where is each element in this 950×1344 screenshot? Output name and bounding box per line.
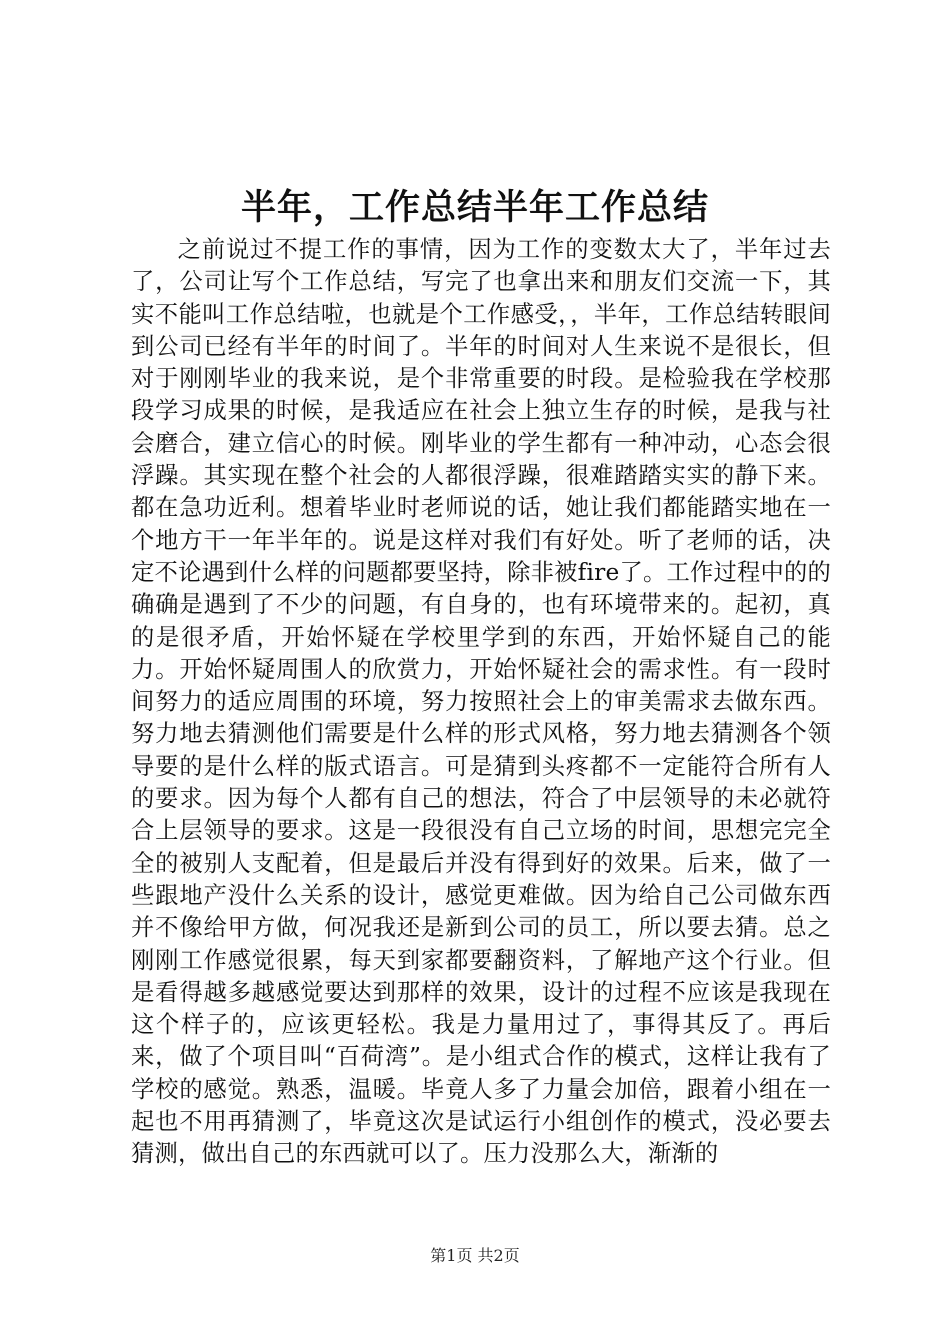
body-paragraph: 之前说过不提工作的事情，因为工作的变数太大了，半年过去了，公司让写个工作总结，写完了也拿出来和朋友们交流一下，其实不能叫工作总结啦，也就是个工作感受，，半年，工作总结转眼间到公司已经有半年的时间了。半年的时间对人生来说不是很长，但对于刚刚毕业的我来说，是个非常重要的时段。是检验我在学校那段学习成果的时候，是我适应在社会上独立生存的时候，是我与社会磨合，建立信心的时候。刚毕业的学生都有一种冲动，心态会很浮躁。其实现在整个社会的人都很浮躁，很难踏踏实实的静下来。都在急功近利。想着毕业时老师说的话，她让我们都能踏实地在一个地方干一年半年的。说是这样对我们有好处。听了老师的话，决定不论遇到什么样的问题都要坚持，除非被fire了。工作过程中的的确确是遇到了不少的问题，有自身的，也有环境带来的。起初，真的是很矛盾，开始怀疑在学校里学到的东西，开始怀疑自己的能力。开始怀疑周围人的欣赏力，开始怀疑社会的需求性。有一段时间努力的适应周围的环境，努力按照社会上的审美需求去做东西。努力地去猜测他们需要是什么样的形式风格，努力地去猜测各个领导要的是什么样的版式语言。可是猜到头疼都不一定能符合所有人的要求。因为每个人都有自己的想法，符合了中层领导的未必就符合上层领导的要求。这是一段很没有自己立场的时间，思想完完全全的被别人支配着，但是最后并没有得到好的效果。后来，做了一些跟地产没什么关系的设计，感觉更难做。因为给自己公司做东西并不像给甲方做，何况我还是新到公司的员工，所以要去猜。总之刚刚工作感觉很累，每天到家都要翻资料，了解地产这个行业。但是看得越多越感觉要达到那样的效果，设计的过程不应该是我现在这个样子的，应该更轻松。我是力量用过了，事得其反了。再后来，做了个项目叫“百荷湾”。是小组式合作的模式，这样让我有了学校的感觉。熟悉，温暖。毕竟人多了力量会加倍，跟着小组在一起也不用再猜测了，毕竟这次是试运行小组创作的模式，没必要去猜测，做出自己的东西就可以了。压力没那么大，渐渐的 <box>131 236 831 1168</box>
page-number-footer: 第1页 共2页 <box>430 1246 520 1265</box>
document-title: 半年，工作总结半年工作总结 <box>240 187 709 228</box>
